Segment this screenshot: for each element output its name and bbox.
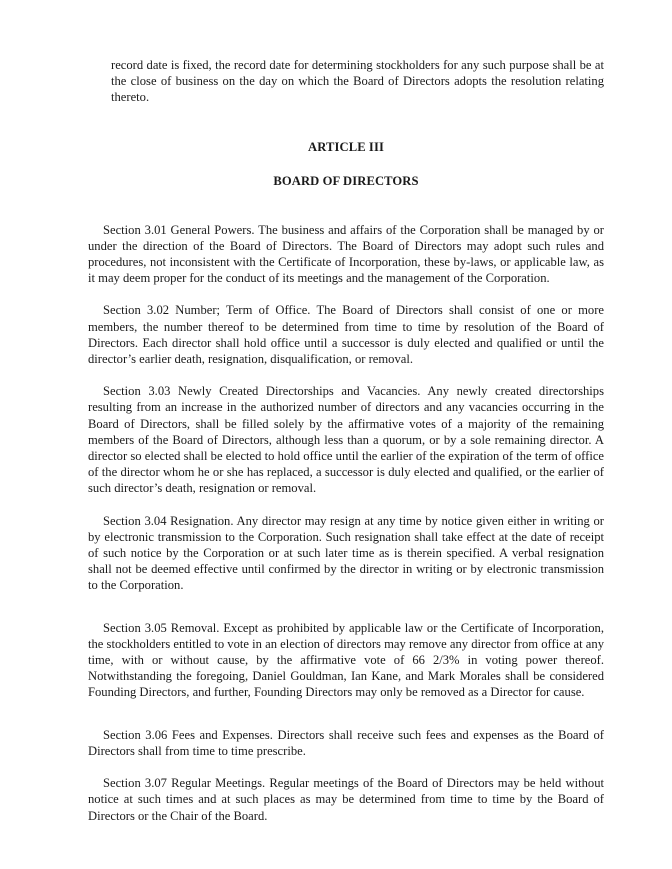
section-3-05-removal: Section 3.05 Removal. Except as prohibited by applicable law or the Certificate of Incorporation, the stockholders entitled to vote in an election of directors may remove any director from office at any time, with or without cause, by the affirmative vote of 66 2/3% in voting power thereof. Notwithstanding the foregoing, Daniel Gouldman, Ian Kane, and Mark Morales shall be considered Founding Directors, and further, Founding Directors may only be removed as a Director for cause. bbox=[88, 620, 604, 700]
article-title-heading: BOARD OF DIRECTORS bbox=[273, 173, 419, 188]
article-number-heading: ARTICLE III bbox=[308, 139, 384, 154]
intro-paragraph: record date is fixed, the record date for determining stockholders for any such purpose shall be at the close of business on the day on which the Board of Directors adopts the resolution relating thereto. bbox=[111, 58, 604, 105]
section-3-02-number-term: Section 3.02 Number; Term of Office. The Board of Directors shall consist of one or more members, the number thereof to be determined from time to time by resolution of the Board of Directors. Each director shall hold office until a successor is duly elected and qualified or until the director’s earlier death, resignation, disqualification, or removal. bbox=[88, 303, 604, 367]
section-3-03-vacancies: Section 3.03 Newly Created Directorships and Vacancies. Any newly created directorships resulting from an increase in the authorized number of directors and any vacancies occurring in the Board of Directors, shall be filled solely by the affirmative votes of a majority of the remaining members of the Board of Directors, although less than a quorum, or by a sole remaining director. A director so elected shall be elected to hold office until the earlier of the expiration of the term of office of the director whom he or she has replaced, a successor is duly elected and qualified, or the earlier of such director’s death, resignation or removal. bbox=[88, 384, 604, 496]
section-3-04-resignation: Section 3.04 Resignation. Any director may resign at any time by notice given either in writing or by electronic transmission to the Corporation. Such resignation shall take effect at the date of receipt of such notice by the Corporation or at such later time as is therein specified. A verbal resignation shall not be deemed effective until confirmed by the director in writing or by electronic transmission to the Corporation. bbox=[88, 513, 604, 593]
section-3-01-general-powers: Section 3.01 General Powers. The business and affairs of the Corporation shall be managed by or under the direction of the Board of Directors. The Board of Directors may adopt such rules and procedures, not inconsistent with the Certificate of Incorporation, these by-laws, or applicable law, as it may deem proper for the conduct of its meetings and the management of the Corporation. bbox=[88, 222, 604, 286]
document-page bbox=[88, 57, 604, 824]
section-3-07-regular-meetings: Section 3.07 Regular Meetings. Regular meetings of the Board of Directors may be held without notice at such times and at such places as may be determined from time to time by the Board of Directors or the Chair of the Board. bbox=[88, 776, 604, 823]
section-3-06-fees-expenses: Section 3.06 Fees and Expenses. Directors shall receive such fees and expenses as the Board of Directors shall from time to time prescribe. bbox=[88, 727, 604, 758]
